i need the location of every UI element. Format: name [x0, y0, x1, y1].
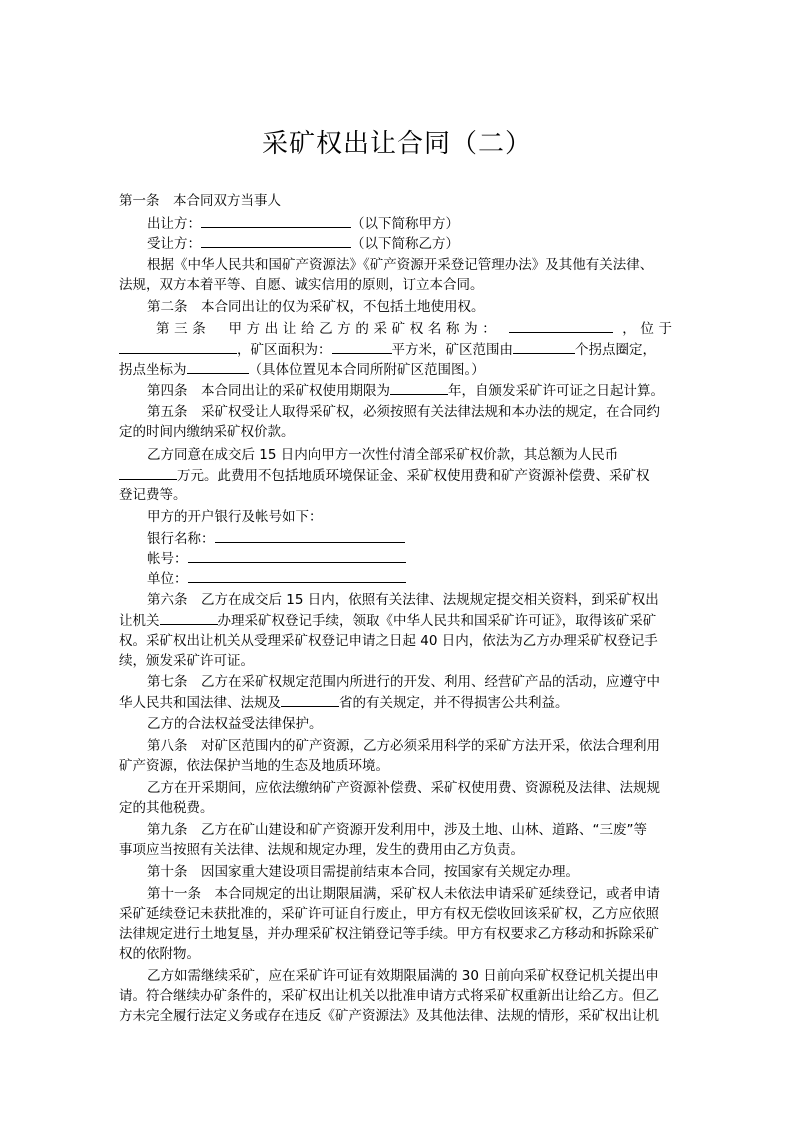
- blank-underline: [119, 465, 177, 480]
- text-line: （以下简称乙方）: [351, 236, 459, 252]
- blank-underline: [509, 318, 613, 333]
- text-line: [119, 610, 656, 631]
- text-line: ，位于: [622, 321, 675, 337]
- blank-underline: [281, 692, 339, 707]
- text-line: 乙方同意在成交后 15 日内向甲方一次性付清全部采矿权价款，其总额为人民币: [147, 447, 619, 463]
- text-line: 拐点坐标为: [119, 362, 187, 378]
- blank-underline: [201, 233, 351, 248]
- blank-underline: [188, 548, 406, 563]
- text-line: 法规，双方本着平等、自愿、诚实信用的原则，订立本合同。: [119, 277, 484, 293]
- text-line: 帐号：: [147, 551, 188, 567]
- clause-3: [156, 318, 674, 339]
- text-line: [119, 359, 485, 380]
- text-line: 根据《中华人民共和国矿产资源法》《矿产资源开采登记管理办法》及其他有关法律、: [147, 257, 654, 273]
- text-line: 甲方的开户银行及帐号如下：: [147, 509, 323, 525]
- clause-10: 第十条 因国家重大建设项目需提前结束本合同，按国家有关规定办理。: [147, 864, 579, 880]
- text-line: [119, 465, 650, 486]
- blank-underline: [160, 610, 218, 625]
- bank-name-line: [147, 528, 405, 549]
- text-line: 权。采矿权出让机关从受理采矿权登记申请之日起 40 日内，依法为乙方办理采矿权登记手: [119, 633, 658, 649]
- account-line: [147, 548, 406, 569]
- unit-line: [147, 568, 406, 589]
- text-line: 法律规定进行土地复垦，并办理采矿权注销登记等手续。甲方有权要求乙方移动和拆除采矿: [119, 926, 659, 942]
- blank-underline: [390, 380, 448, 395]
- text-line: 单位：: [147, 571, 188, 587]
- blank-underline: [201, 213, 351, 228]
- blank-underline: [332, 339, 392, 354]
- text-line: 出让方：: [147, 216, 201, 232]
- text-line: 登记费等。: [119, 487, 187, 503]
- transferee-line: [147, 233, 459, 254]
- text-line: 定的时间内缴纳采矿权价款。: [119, 424, 295, 440]
- clause-11: 第十一条 本合同规定的出让期限届满，采矿权人未依法申请采矿延续登记，或者申请: [147, 886, 660, 902]
- text-line: 第四条 本合同出让的采矿权使用期限为: [147, 383, 390, 399]
- text-line: 年，自颁发采矿许可证之日起计算。: [448, 383, 664, 399]
- text-line: 乙方的合法权益受法律保护。: [147, 716, 323, 732]
- text-line: 万元。此费用不包括地质环境保证金、采矿权使用费和矿产资源补偿费、采矿权: [177, 468, 650, 484]
- text-line: 事项应当按照有关法律、法规和规定办理，发生的费用由乙方负责。: [119, 842, 524, 858]
- text-line: 方未完全履行法定义务或存在违反《矿产资源法》及其他法律、法规的情形，采矿权出让机: [119, 1008, 659, 1024]
- clause-1-heading: [119, 191, 281, 211]
- text-line: 平方米，矿区范围由: [391, 342, 513, 358]
- text-line: （具体位置见本合同所附矿区范围图。）: [248, 362, 485, 378]
- clause-6: 第六条 乙方在成交后 15 日内，依照有关法律、法规规定提交相关资料，到采矿权出: [147, 592, 659, 608]
- blank-underline: [188, 568, 406, 583]
- blank-underline: [513, 339, 575, 354]
- text-line: 第一条 本合同双方当事人: [119, 193, 281, 209]
- text-line: 续，颁发采矿许可证。: [119, 653, 254, 669]
- text-line: 个拐点圈定，: [575, 342, 656, 358]
- text-line: 办理采矿权登记手续，领取《中华人民共和国采矿许可证》，取得该矿采矿: [217, 613, 657, 629]
- text-line: 让机关: [119, 613, 160, 629]
- text-line: 请。符合继续办矿条件的，采矿权出让机关以批准申请方式将采矿权重新出让给乙方。但乙: [119, 988, 659, 1004]
- blank-underline: [187, 359, 249, 374]
- clause-5: 第五条 采矿权受让人取得采矿权，必须按照有关法律法规和本办法的规定，在合同约: [147, 404, 660, 420]
- text-line: 采矿延续登记未获批准的，采矿许可证自行废止，甲方有权无偿收回该采矿权，乙方应依照: [119, 906, 659, 922]
- clause-8: 第八条 对矿区范围内的矿产资源，乙方必须采用科学的采矿方法开采，依法合理利用: [147, 738, 660, 754]
- text-line: 华人民共和国法律、法规及: [119, 695, 281, 711]
- text-line: 受让方：: [147, 236, 201, 252]
- blank-underline: [119, 339, 237, 354]
- clause-2: 第二条 本合同出让的仅为采矿权，不包括土地使用权。: [147, 299, 485, 315]
- text-line: ，矿区面积为：: [237, 342, 332, 358]
- text-line: 银行名称：: [147, 531, 215, 547]
- text-line: 定的其他税费。: [119, 800, 214, 816]
- text-line: 省的有关规定，并不得损害公共利益。: [339, 695, 569, 711]
- text-line: （以下简称甲方）: [351, 216, 459, 232]
- text-line: 第三条 甲方出让给乙方的采矿权名称为：: [156, 321, 501, 337]
- text-line: 矿产资源，依法保护当地的生态及地质环境。: [119, 758, 389, 774]
- document-title: 采矿权出让合同（二）: [261, 129, 532, 159]
- text-line: [119, 339, 656, 360]
- text-line: 乙方在开采期间，应依法缴纳矿产资源补偿费、采矿权使用费、资源税及法律、法规规: [147, 780, 660, 796]
- blank-underline: [215, 528, 405, 543]
- clause-4: [147, 380, 664, 401]
- clause-7: 第七条 乙方在采矿权规定范围内所进行的开发、利用、经营矿产品的活动，应遵守中: [147, 674, 660, 690]
- text-line: 乙方如需继续采矿，应在采矿许可证有效期限届满的 30 日前向采矿权登记机关提出申: [147, 968, 659, 984]
- text-line: [119, 692, 569, 713]
- text-line: 权的依附物。: [119, 946, 200, 962]
- transferor-line: [147, 213, 459, 234]
- clause-9: 第九条 乙方在矿山建设和矿产资源开发利用中，涉及土地、山林、道路、“三废”等: [147, 822, 647, 838]
